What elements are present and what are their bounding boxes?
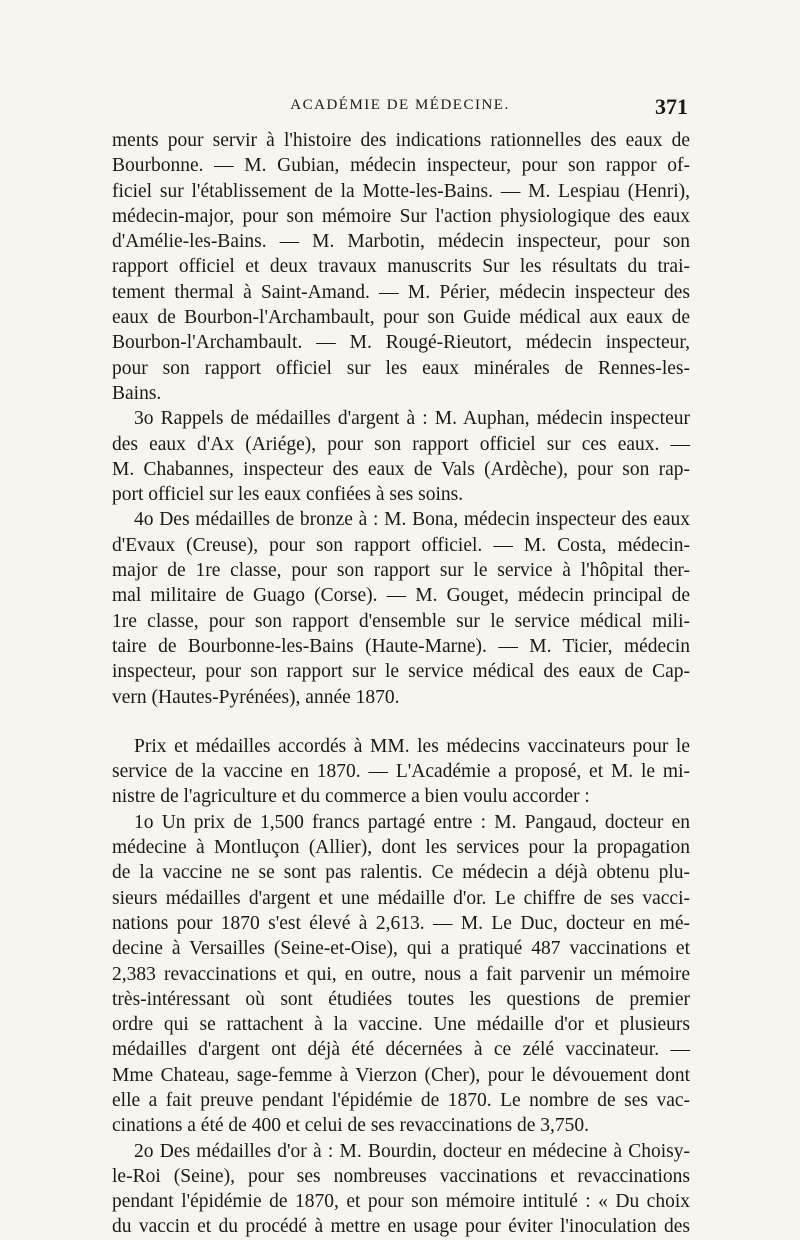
text-line: 1o Un prix de 1,500 francs partagé entre : M. Pangaud, docteur en	[134, 811, 690, 833]
text-line: 3o Rappels de médailles d'argent à : M. Auphan, médecin inspecteur	[134, 408, 690, 430]
text-line: Bourbonne. — M. Gubian, médecin inspecteur, pour son rappor of-	[112, 155, 690, 177]
paragraph-medailles-or	[112, 1139, 690, 1240]
text-line: 2o Des médailles d'or à : M. Bourdin, docteur en médecine à Choisy-	[134, 1140, 690, 1162]
text-line: eaux de Bourbon-l'Archambault, pour son Guide médical aux eaux de	[112, 307, 690, 329]
text-line: du vaccin et du procédé à mettre en usage pour éviter l'inoculation des	[112, 1216, 690, 1238]
text-line: de la vaccine ne se sont pas ralentis. Ce médecin a déjà obtenu plu-	[112, 862, 690, 884]
text-line: pendant l'épidémie de 1870, et pour son mémoire intitulé : « Du choix	[112, 1191, 690, 1213]
text-line: cinations a été de 400 et celui de ses revaccinations de 3,750.	[112, 1115, 590, 1137]
text-line: Mme Chateau, sage-femme à Vierzon (Cher), pour le dévouement dont	[112, 1064, 690, 1086]
text-line: port officiel sur les eaux confiées à ses soins.	[112, 484, 464, 506]
text-line: tement thermal à Saint-Amand. — M. Périer, médecin inspecteur des	[112, 281, 690, 303]
text-line: médecine à Montluçon (Allier), dont les services pour la propagation	[112, 837, 690, 859]
running-head	[112, 94, 688, 123]
text-line: 1re classe, pour son rapport d'ensemble sur le service médical mili-	[112, 610, 690, 632]
text-line: sieurs médailles d'argent et une médaille d'or. Le chiffre de ses vacci-	[112, 887, 690, 909]
text-line: pour son rapport officiel sur les eaux minérales de Rennes-les-	[112, 357, 690, 379]
text-line: taire de Bourbonne-les-Bains (Haute-Marne). — M. Ticier, médecin	[112, 635, 690, 657]
text-line: d'Amélie-les-Bains. — M. Marbotin, médecin inspecteur, pour son	[112, 231, 690, 253]
text-line: decine à Versailles (Seine-et-Oise), qui a pratiqué 487 vaccinations et	[112, 938, 690, 960]
text-line: médecin-major, pour son mémoire Sur l'action physiologique des eaux	[112, 205, 690, 227]
text-line: Bains.	[112, 382, 162, 404]
paragraph-vaccinateurs-intro	[112, 734, 690, 810]
text-line: rapport officiel et deux travaux manuscrits Sur les résultats du trai-	[112, 256, 690, 278]
text-line: d'Evaux (Creuse), pour son rapport officiel. — M. Costa, médecin-	[112, 534, 690, 556]
text-line: nistre de l'agriculture et du commerce a bien voulu accorder :	[112, 786, 590, 808]
paragraph-medailles-bronze	[112, 507, 690, 709]
text-line: des eaux d'Ax (Ariége), pour son rapport officiel sur ces eaux. —	[112, 433, 690, 455]
section-gap	[112, 710, 690, 734]
text-line: très-intéressant où sont étudiées toutes les questions de premier	[112, 988, 690, 1010]
text-line: service de la vaccine en 1870. — L'Académie a proposé, et M. le mi-	[112, 761, 690, 783]
text-line: vern (Hautes-Pyrénées), année 1870.	[112, 686, 400, 708]
text-line: ficiel sur l'établissement de la Motte-les-Bains. — M. Lespiau (Henri),	[112, 180, 690, 202]
running-title: ACADÉMIE DE MÉDECINE.	[290, 97, 510, 113]
body-text	[112, 128, 690, 1240]
page-number: 371	[655, 94, 688, 119]
text-line: mal militaire de Guago (Corse). — M. Gouget, médecin principal de	[112, 585, 690, 607]
paragraph-awards-continued	[112, 128, 690, 406]
text-line: 4o Des médailles de bronze à : M. Bona, médecin inspecteur des eaux	[134, 509, 690, 531]
text-line: Bourbon-l'Archambault. — M. Rougé-Rieutort, médecin inspecteur,	[112, 332, 690, 354]
text-line: nations pour 1870 s'est élevé à 2,613. — M. Le Duc, docteur en mé-	[112, 912, 690, 934]
text-line: ments pour servir à l'histoire des indications rationnelles des eaux de	[112, 130, 690, 151]
text-line: major de 1re classe, pour son rapport sur le service à l'hôpital ther-	[112, 560, 690, 582]
text-line: ordre qui se rattachent à la vaccine. Une médaille d'or et plusieurs	[112, 1014, 690, 1036]
text-line: elle a fait preuve pendant l'épidémie de 1870. Le nombre de ses vac-	[112, 1089, 690, 1111]
text-line: 2,383 revaccinations et qui, en outre, nous a fait parvenir un mémoire	[112, 963, 690, 985]
paragraph-prix-1500	[112, 810, 690, 1139]
text-line: le-Roi (Seine), pour ses nombreuses vaccinations et revaccinations	[112, 1165, 690, 1187]
text-line: médailles d'argent ont déjà été décernées à ce zélé vaccinateur. —	[112, 1039, 690, 1061]
text-line: Prix et médailles accordés à MM. les médecins vaccinateurs pour le	[134, 735, 690, 757]
text-line: M. Chabannes, inspecteur des eaux de Vals (Ardèche), pour son rap-	[112, 458, 690, 480]
paragraph-rappels-argent	[112, 406, 690, 507]
text-line: inspecteur, pour son rapport sur le service médical des eaux de Cap-	[112, 661, 690, 683]
